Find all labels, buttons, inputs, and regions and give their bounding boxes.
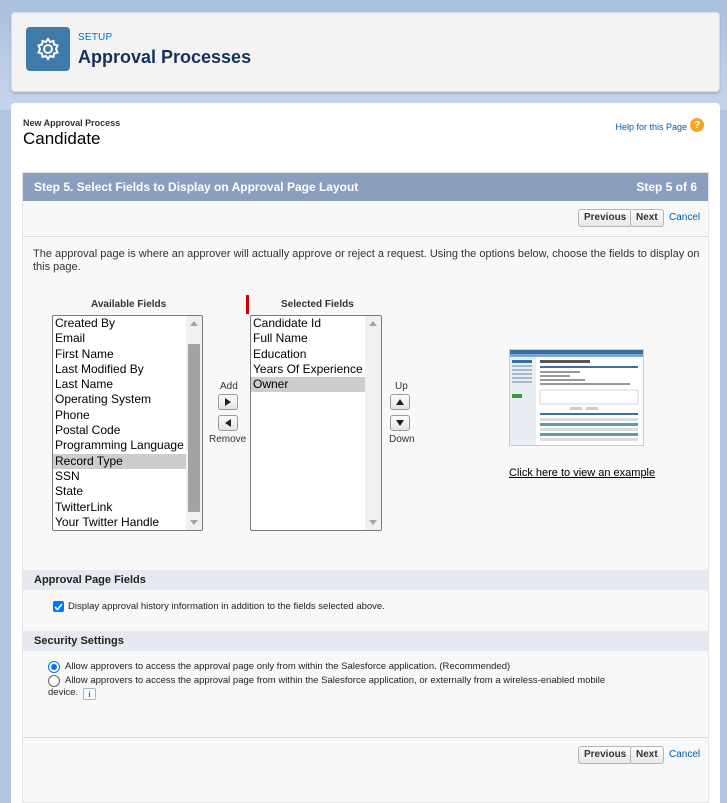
divider <box>23 737 708 738</box>
up-button[interactable] <box>390 394 410 410</box>
previous-button-top[interactable]: Previous <box>578 209 632 227</box>
gear-icon <box>26 27 70 71</box>
arrow-down-icon <box>396 420 404 426</box>
available-option[interactable]: Record Type <box>53 454 202 469</box>
page-title: Candidate <box>23 129 101 148</box>
wizard-panel <box>22 172 709 803</box>
selected-fields-list[interactable] <box>250 315 382 531</box>
scroll-thumb[interactable] <box>188 344 200 512</box>
available-option[interactable]: Email <box>55 331 86 346</box>
scroll-up-icon[interactable] <box>369 321 377 326</box>
help-icon[interactable]: ? <box>690 118 704 132</box>
scroll-down-icon[interactable] <box>190 520 198 525</box>
selected-option[interactable]: Full Name <box>253 331 308 346</box>
available-option[interactable]: SSN <box>55 468 80 483</box>
available-option[interactable]: Phone <box>55 407 90 422</box>
page-header-title: Approval Processes <box>78 47 252 67</box>
divider <box>23 236 708 237</box>
available-option[interactable]: Postal Code <box>55 423 121 438</box>
approval-history-label: Display approval history information in addition to the fields selected above. <box>68 601 385 612</box>
available-option[interactable]: Created By <box>55 316 116 330</box>
step-count: Step 5 of 6 <box>636 180 697 194</box>
help-link[interactable]: Help for this Page <box>615 122 687 132</box>
setup-header <box>11 12 720 92</box>
selected-option[interactable]: Candidate Id <box>253 316 322 330</box>
selected-option[interactable]: Years Of Experience <box>253 361 363 376</box>
down-label: Down <box>389 434 415 445</box>
example-page-image <box>510 350 643 445</box>
cancel-link-top[interactable]: Cancel <box>669 212 701 223</box>
next-button-bottom[interactable]: Next <box>630 746 664 764</box>
info-icon[interactable]: i <box>83 688 96 700</box>
security-settings-heading: Security Settings <box>23 631 708 651</box>
scroll-down-icon[interactable] <box>369 520 377 525</box>
selected-scrollbar[interactable] <box>365 316 381 530</box>
approval-page-fields-heading: Approval Page Fields <box>23 570 708 590</box>
available-scrollbar[interactable] <box>186 316 202 530</box>
selected-fields-label: Selected Fields <box>281 299 354 310</box>
approval-history-checkbox[interactable] <box>53 601 64 612</box>
setup-label[interactable]: SETUP <box>78 32 113 43</box>
next-button-top[interactable]: Next <box>630 209 664 227</box>
add-button[interactable] <box>218 394 238 410</box>
cancel-link-bottom[interactable]: Cancel <box>669 749 701 760</box>
step-bar <box>23 173 708 201</box>
radio-external-mobile[interactable] <box>48 675 60 687</box>
arrow-right-icon <box>225 398 231 406</box>
radio-internal-only[interactable] <box>48 661 60 673</box>
available-option[interactable]: Last Name <box>55 377 114 392</box>
available-option[interactable]: Programming Language <box>55 438 184 453</box>
selected-option[interactable]: Owner <box>251 377 381 392</box>
up-label: Up <box>395 381 408 392</box>
add-label: Add <box>220 381 238 392</box>
available-option[interactable]: First Name <box>55 346 114 361</box>
available-option[interactable]: Your Twitter Handle <box>55 514 160 529</box>
available-option[interactable]: State <box>55 484 84 499</box>
down-button[interactable] <box>390 415 410 431</box>
example-thumbnail[interactable] <box>509 349 644 446</box>
available-option[interactable]: TwitterLink <box>55 499 113 514</box>
breadcrumb: New Approval Process <box>23 118 121 128</box>
remove-button[interactable] <box>218 415 238 431</box>
required-indicator <box>246 295 249 314</box>
arrow-up-icon <box>396 399 404 405</box>
previous-button-bottom[interactable]: Previous <box>578 746 632 764</box>
checkmark-icon <box>54 603 63 611</box>
available-option[interactable]: Last Modified By <box>55 361 144 376</box>
available-option[interactable]: Operating System <box>55 392 152 407</box>
scroll-up-icon[interactable] <box>190 321 198 326</box>
available-fields-list[interactable] <box>52 315 203 531</box>
step-description: The approval page is where an approver will actually approve or reject a request. Using the options below, choose the fields to display on this page. <box>33 248 700 273</box>
available-fields-label: Available Fields <box>91 299 167 310</box>
remove-label: Remove <box>209 434 247 445</box>
selected-option[interactable]: Education <box>253 346 307 361</box>
step-title: Step 5. Select Fields to Display on Approval Page Layout <box>34 180 359 194</box>
view-example-link[interactable]: Click here to view an example <box>509 467 656 479</box>
main-panel <box>11 103 720 803</box>
radio-external-mobile-label-cont: device. <box>48 687 79 698</box>
radio-internal-only-label: Allow approvers to access the approval page only from within the Salesforce application. (Recommended) <box>65 661 511 672</box>
arrow-left-icon <box>225 419 231 427</box>
radio-external-mobile-label: Allow approvers to access the approval page from within the Salesforce application, or externally from a wireless-enabled mobile <box>65 675 606 686</box>
